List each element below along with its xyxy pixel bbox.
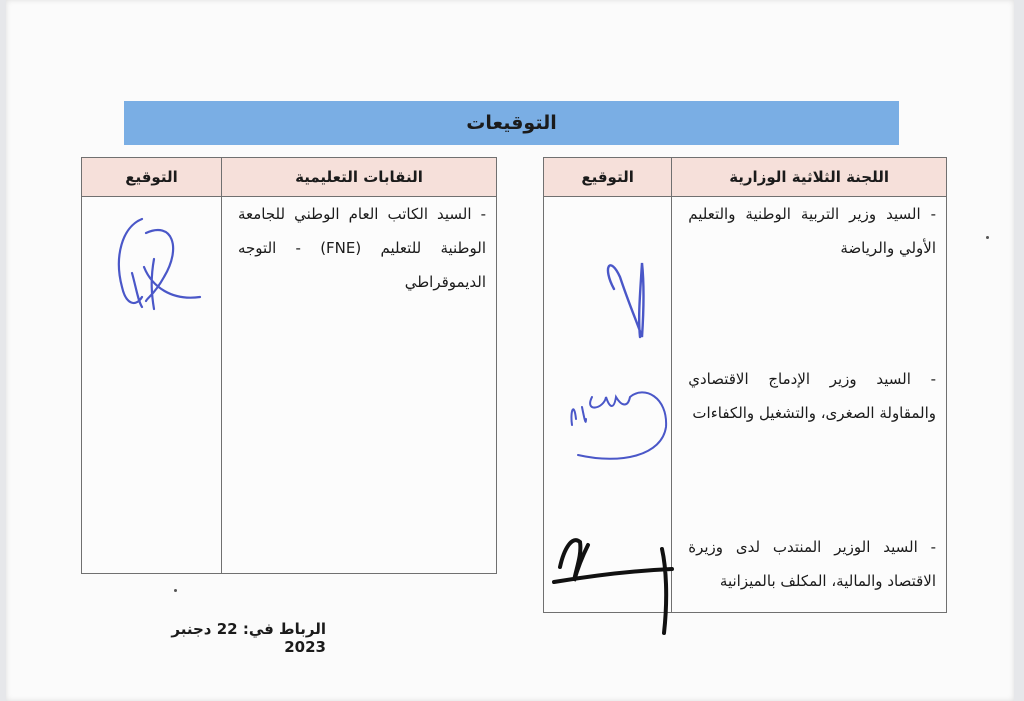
document-page: [6, 0, 1014, 701]
signatures-left-svg: [82, 197, 222, 574]
header-entity-left: النقابات التعليمية: [221, 158, 496, 197]
signatures-right-svg: [544, 197, 672, 612]
entry-minister-economic-inclusion: - السيد وزير الإدماج الاقتصادي والمقاولة الصغرى، والتشغيل والكفاءات: [688, 370, 936, 422]
date-line: الرباط في: 22 دجنبر 2023: [171, 620, 326, 656]
teaching-unions-table: [81, 157, 497, 574]
ministerial-committee-table: [543, 157, 947, 613]
header-signature-left: التوقيع: [82, 158, 222, 197]
signatures-cell-right: [544, 197, 672, 613]
signatures-banner: [124, 101, 899, 145]
entry-minister-education: - السيد وزير التربية الوطنية والتعليم الأولي والرياضة: [688, 205, 936, 257]
signature-fne-secretary: [119, 219, 200, 309]
entities-cell-left: [221, 197, 496, 574]
entry-fne-secretary-general: - السيد الكاتب العام الوطني للجامعة الوطنية للتعليم (FNE) - التوجه الديموقراطي: [237, 205, 486, 291]
entities-cell-right: [672, 197, 947, 613]
banner-title: التوقيعات: [466, 112, 557, 134]
stray-mark: [174, 589, 177, 592]
header-signature-right: التوقيع: [544, 158, 672, 197]
entry-minister-delegate-budget: - السيد الوزير المنتدب لدى وزيرة الاقتصاد والمالية، المكلف بالميزانية: [688, 538, 936, 590]
signature-education-minister: [608, 263, 644, 337]
header-entity-right: اللجنة الثلاثية الوزارية: [672, 158, 947, 197]
stray-mark: [986, 236, 989, 239]
signature-budget-minister: [554, 540, 672, 633]
signature-economic-inclusion-minister: [571, 392, 666, 458]
signatures-cell-left: [82, 197, 222, 574]
